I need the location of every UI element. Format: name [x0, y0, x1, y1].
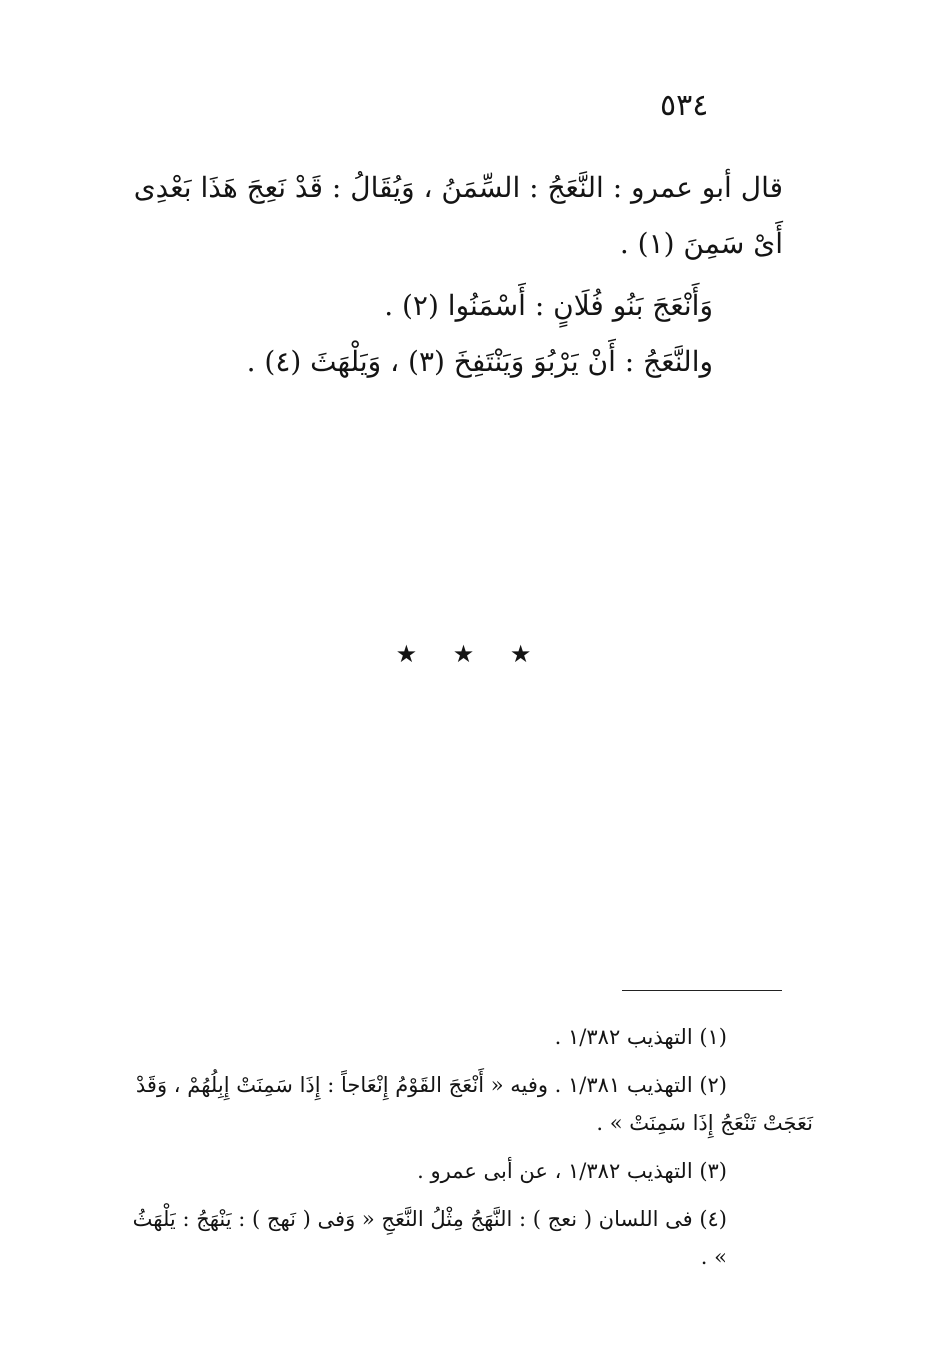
- footnote-1: (١) التهذيب ١/٣٨٢ .: [554, 1025, 727, 1049]
- page-number: ٥٣٤: [660, 88, 709, 123]
- footnote-4: (٤) فى اللسان ( نعج ) : النَّهَجُ مِثْلُ النَّعَجِ « وَفى ( نَهج ) : يَنْهَجُ : يَلْهَثُ » .: [132, 1207, 727, 1269]
- entry-paragraph-3: والنَّعَجُ : أَنْ يَرْبُوَ وَيَنْتَفِخَ (٣) ، وَيَلْهَثَ (٤) .: [246, 345, 713, 378]
- entry-paragraph-2: وَأَنْعَجَ بَنُو فُلَانٍ : أَسْمَنُوا (٢) .: [384, 289, 713, 322]
- footnote-divider: [622, 990, 782, 991]
- footnote-3: (٣) التهذيب ١/٣٨٢ ، عن أبى عمرو .: [417, 1159, 727, 1183]
- entry-paragraph-1: قال أبو عمرو : النَّعَجُ : السِّمَنُ ، وَيُقَالُ : قَدْ نَعِجَ هَذَا بَعْدِى أَىْ سَمِنَ (١) .: [133, 171, 783, 260]
- footnotes: [118, 1018, 813, 1286]
- dictionary-entry: [118, 160, 783, 390]
- footnote-2: (٢) التهذيب ١/٣٨١ . وفيه « أَنْعَجَ القَوْمُ إِنْعَاجاً : إِذَا سَمِنَتْ إِبِلُهُمْ ، وَقَدْ نَعَجَتْ تَنْعَجُ إِذَا سَمِنَتْ » .: [135, 1073, 813, 1135]
- section-separator-stars: ★ ★ ★: [395, 640, 546, 668]
